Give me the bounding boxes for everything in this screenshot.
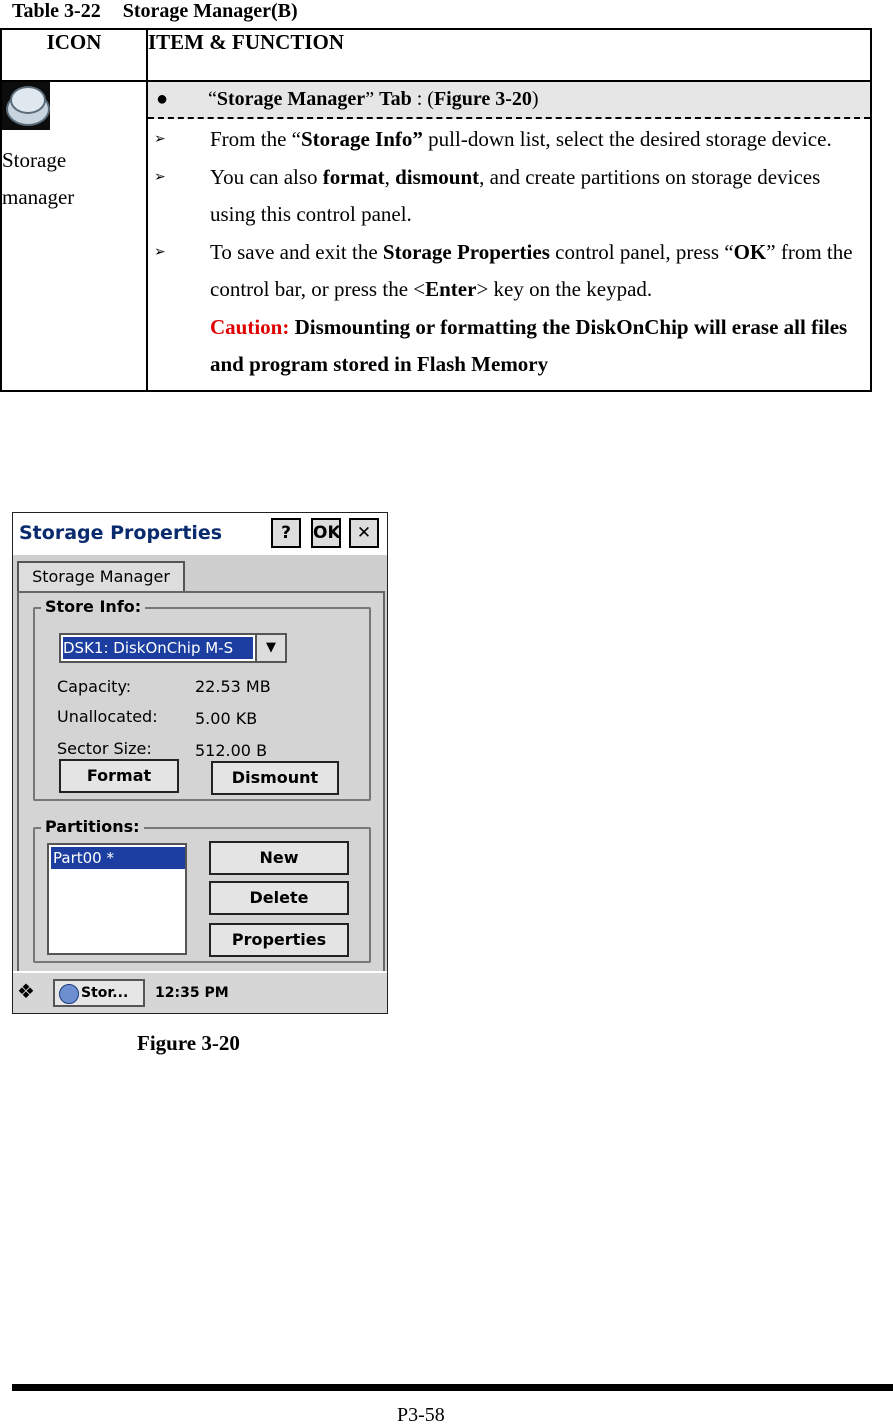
disk-icon (59, 984, 79, 1004)
tab-storage-manager[interactable]: Storage Manager (17, 561, 185, 593)
quote-open: “ (208, 88, 217, 110)
tab-area (13, 555, 387, 1013)
paren-close: ) (531, 88, 539, 110)
b2-bold2: dismount (395, 164, 480, 189)
windows-start-icon[interactable]: ❖ (17, 979, 35, 1003)
unallocated-label: Unallocated: (57, 707, 158, 726)
capacity-value: 22.53 MB (195, 677, 271, 696)
storage-manager-icon (2, 82, 50, 130)
store-info-label: Store Info: (41, 597, 145, 616)
new-button[interactable]: New (209, 841, 349, 875)
b2-bold1: format (322, 164, 385, 189)
capacity-label: Capacity: (57, 677, 132, 696)
tab-line (148, 82, 870, 119)
table-row (1, 81, 871, 391)
icon-label-1: Storage (2, 148, 67, 172)
dismount-button[interactable]: Dismount (211, 761, 339, 795)
caution-label: Caution: (210, 314, 290, 339)
store-info-group (33, 597, 371, 801)
unallocated-value: 5.00 KB (195, 709, 258, 728)
window-title: Storage Properties (19, 522, 223, 544)
close-button[interactable]: ✕ (349, 518, 379, 548)
list-item (154, 234, 860, 384)
table-header-row (1, 29, 871, 81)
header-item-function: ITEM & FUNCTION (147, 29, 871, 81)
caution-text: Dismounting or formatting the DiskOnChip will erase all files and program stored in Flash Memory (210, 314, 848, 376)
disk-shape-top (10, 86, 46, 114)
figure-ref: Figure 3-20 (433, 88, 532, 110)
b2-post: , and create partitions on storage devices using this control panel. (210, 164, 821, 226)
ok-button[interactable]: OK (311, 518, 341, 548)
function-cell (147, 81, 871, 391)
b3-bold2: OK (733, 239, 767, 264)
bullet-dot: ● (156, 88, 169, 110)
list-item-text (210, 234, 860, 384)
icon-cell (1, 81, 147, 391)
storage-properties-screenshot (12, 512, 388, 1014)
quote-close: ” (365, 88, 380, 110)
list-item (154, 159, 860, 234)
help-button[interactable]: ? (271, 518, 301, 548)
delete-button[interactable]: Delete (209, 881, 349, 915)
list-item-text (210, 121, 832, 159)
footer-divider (12, 1384, 893, 1391)
sector-size-value: 512.00 B (195, 741, 268, 760)
window-titlebar (13, 513, 387, 555)
b3-bold3: Enter (425, 277, 477, 301)
store-selected-value: DSK1: DiskOnChip M-S (63, 637, 253, 659)
arrow-bullet-icon: ➢ (154, 244, 166, 260)
b2-mid: , (384, 164, 396, 189)
function-body (148, 119, 870, 390)
tab-sep: : ( (411, 88, 434, 110)
partitions-label: Partitions: (41, 817, 144, 836)
b3-pre: To save and exit the (210, 239, 383, 264)
table-caption-title: Storage Manager(B) (122, 0, 298, 22)
taskbar-clock[interactable]: 12:35 PM (155, 985, 229, 1001)
b2-pre: You can also (210, 164, 323, 189)
sector-size-label: Sector Size: (57, 739, 152, 758)
properties-button[interactable]: Properties (209, 923, 349, 957)
taskbar-app-label: Stor... (81, 985, 129, 1001)
b3-bold1: Storage Properties (382, 239, 550, 264)
page-number: P3-58 (397, 1404, 445, 1426)
b3-post: > key on the keypad. (476, 277, 653, 301)
tab-panel (17, 591, 385, 977)
icon-label-2: manager (2, 185, 75, 209)
list-item-text (210, 159, 860, 234)
arrow-bullet-icon: ➢ (154, 132, 166, 147)
tab-name: Storage Manager (216, 88, 366, 110)
store-info-dropdown[interactable] (59, 633, 287, 663)
partitions-list[interactable] (47, 843, 187, 955)
storage-manager-table (0, 28, 872, 392)
b1-bold: Storage Info” (300, 127, 423, 151)
header-icon: ICON (1, 29, 147, 81)
format-button[interactable]: Format (59, 759, 179, 793)
list-item (154, 121, 860, 159)
table-caption (12, 0, 298, 23)
arrow-bullet-icon: ➢ (154, 169, 166, 185)
table-caption-label: Table 3-22 (12, 0, 101, 22)
b1-pre: From the “ (210, 127, 301, 151)
partitions-group (33, 817, 371, 963)
chevron-down-icon[interactable]: ▼ (255, 635, 285, 661)
tab-word: Tab (379, 88, 412, 110)
partition-item-selected[interactable]: Part00 * (51, 847, 185, 869)
b3-mid1: control panel, press “ (549, 239, 734, 264)
figure-caption: Figure 3-20 (137, 1031, 240, 1055)
taskbar (13, 971, 387, 1014)
taskbar-app-button[interactable] (53, 979, 145, 1007)
b1-post: pull-down list, select the desired storage device. (422, 127, 832, 151)
b3-mid2: ” from the control bar, or press the < (210, 239, 853, 301)
